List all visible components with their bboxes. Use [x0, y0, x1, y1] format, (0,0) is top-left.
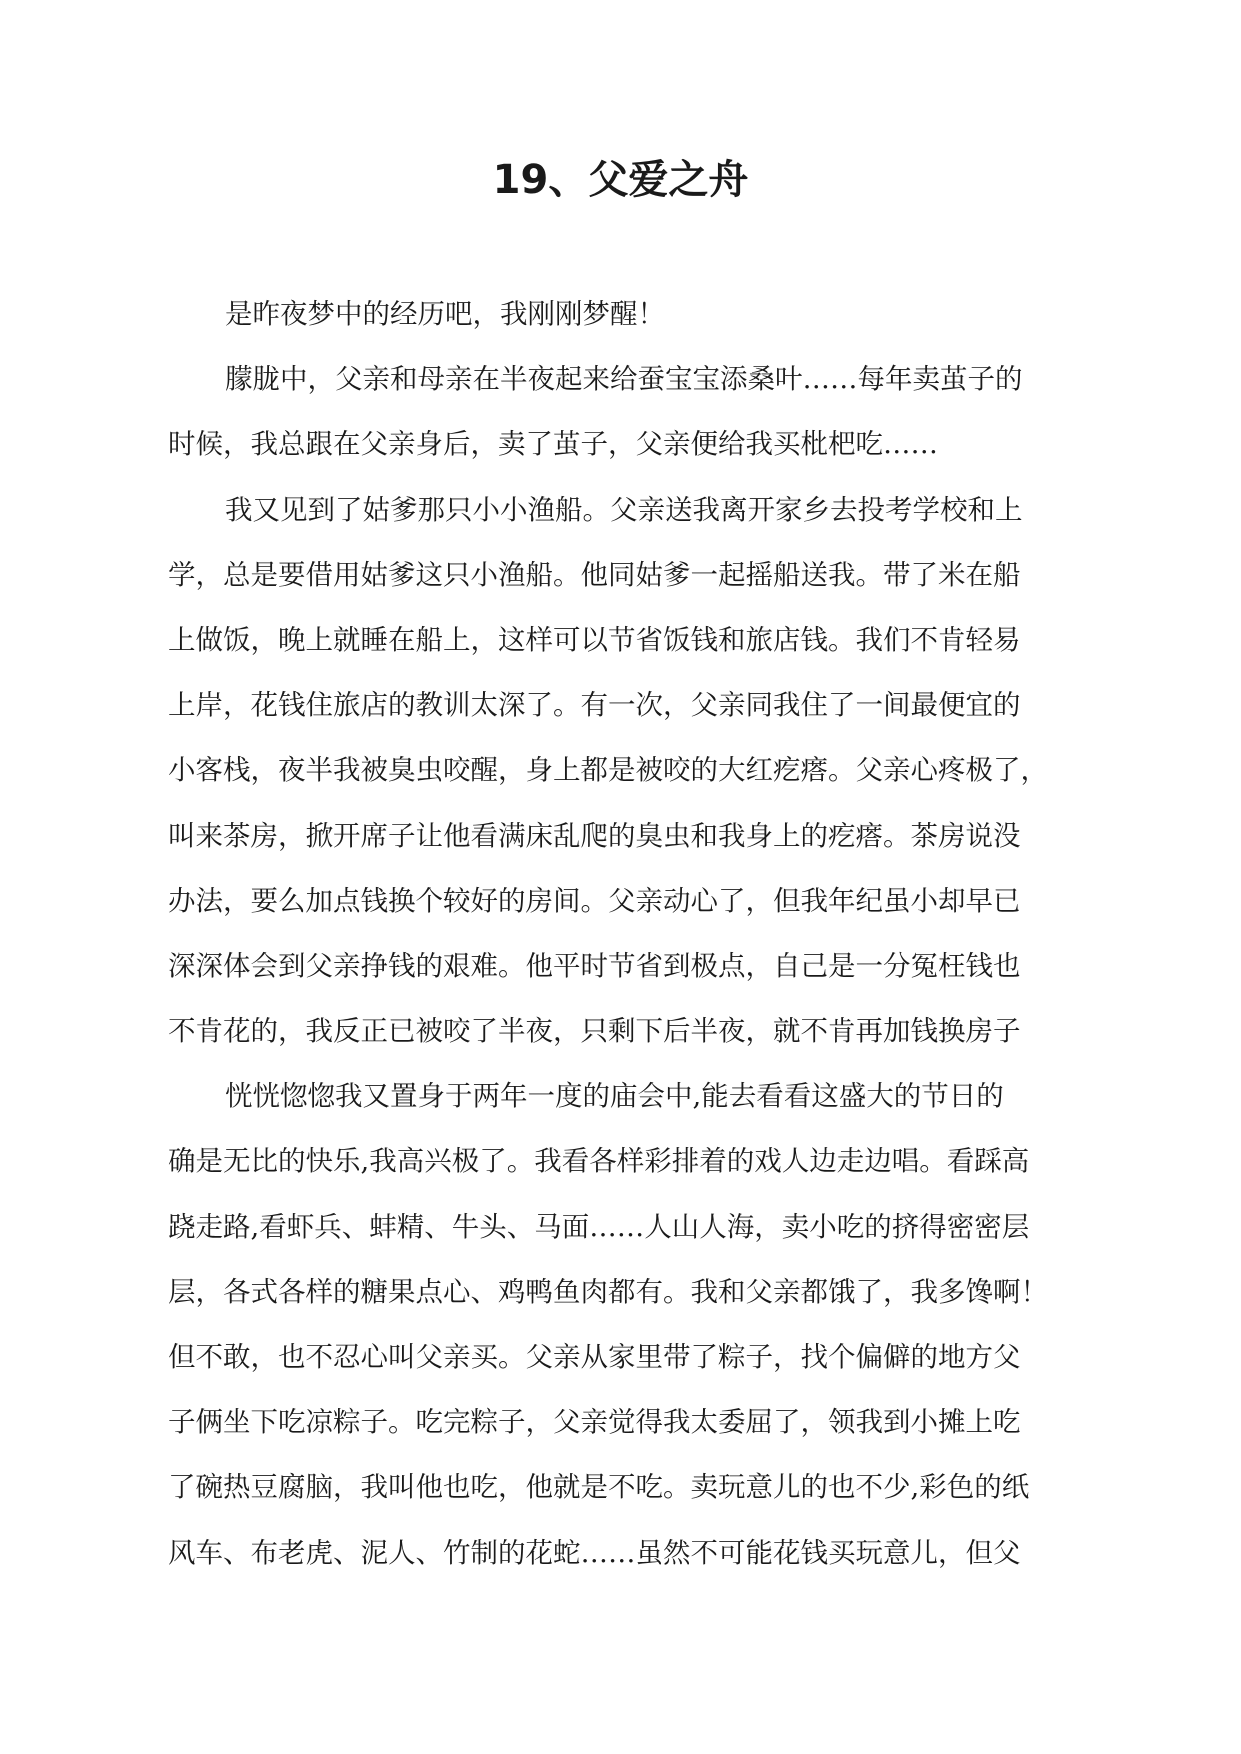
text-line: 办法，要么加点钱换个较好的房间。父亲动心了，但我年纪虽小却早已: [168, 884, 1021, 917]
paragraph-first-line: 我又见到了姑爹那只小小渔船。父亲送我离开家乡去投考学校和上: [225, 493, 1023, 526]
text-line: 确是无比的快乐,我高兴极了。我看各样彩排着的戏人边走边唱。看踩高: [168, 1145, 1030, 1178]
text-line: 深深体会到父亲挣钱的艰难。他平时节省到极点，自己是一分冤枉钱也: [168, 949, 1021, 982]
text-line: 上岸，花钱住旅店的教训太深了。有一次，父亲同我住了一间最便宜的: [168, 689, 1021, 722]
text-line: 子俩坐下吃凉粽子。吃完粽子，父亲觉得我太委屈了，领我到小摊上吃: [168, 1406, 1021, 1439]
page-title: 19、父爱之舟: [492, 157, 749, 203]
text-line: 小客栈，夜半我被臭虫咬醒，身上都是被咬的大红疙瘩。父亲心疼极了，: [168, 754, 1048, 787]
text-line: 了碗热豆腐脑，我叫他也吃，他就是不吃。卖玩意儿的也不少,彩色的纸: [168, 1471, 1030, 1504]
text-line: 风车、布老虎、泥人、竹制的花蛇……虽然不可能花钱买玩意儿，但父: [168, 1536, 1021, 1569]
text-line: 时候，我总跟在父亲身后，卖了茧子，父亲便给我买枇杷吃……: [168, 428, 938, 461]
text-line: 叫来茶房，掀开席子让他看满床乱爬的臭虫和我身上的疙瘩。茶房说没: [168, 819, 1021, 852]
article-body: [168, 282, 1088, 1586]
text-line: 层，各式各样的糖果点心、鸡鸭鱼肉都有。我和父亲都饿了，我多馋啊！: [168, 1275, 1048, 1308]
text-line: 不肯花的，我反正已被咬了半夜，只剩下后半夜，就不肯再加钱换房子: [168, 1015, 1021, 1048]
paragraph-first-line: 是昨夜梦中的经历吧，我刚刚梦醒！: [225, 298, 665, 330]
text-line: 上做饭，晚上就睡在船上，这样可以节省饭钱和旅店钱。我们不肯轻易: [168, 623, 1021, 656]
text-line: 但不敢，也不忍心叫父亲买。父亲从家里带了粽子，找个偏僻的地方父: [168, 1341, 1021, 1373]
paragraph-first-line: 朦胧中，父亲和母亲在半夜起来给蚕宝宝添桑叶……每年卖茧子的: [225, 363, 1023, 396]
text-line: 学，总是要借用姑爹这只小渔船。他同姑爹一起摇船送我。带了米在船: [168, 558, 1021, 591]
paragraph-first-line: 恍恍惚惚我又置身于两年一度的庙会中,能去看看这盛大的节日的: [225, 1080, 1004, 1113]
text-line: 跷走路,看虾兵、蚌精、牛头、马面……人山人海，卖小吃的挤得密密层: [168, 1210, 1030, 1243]
